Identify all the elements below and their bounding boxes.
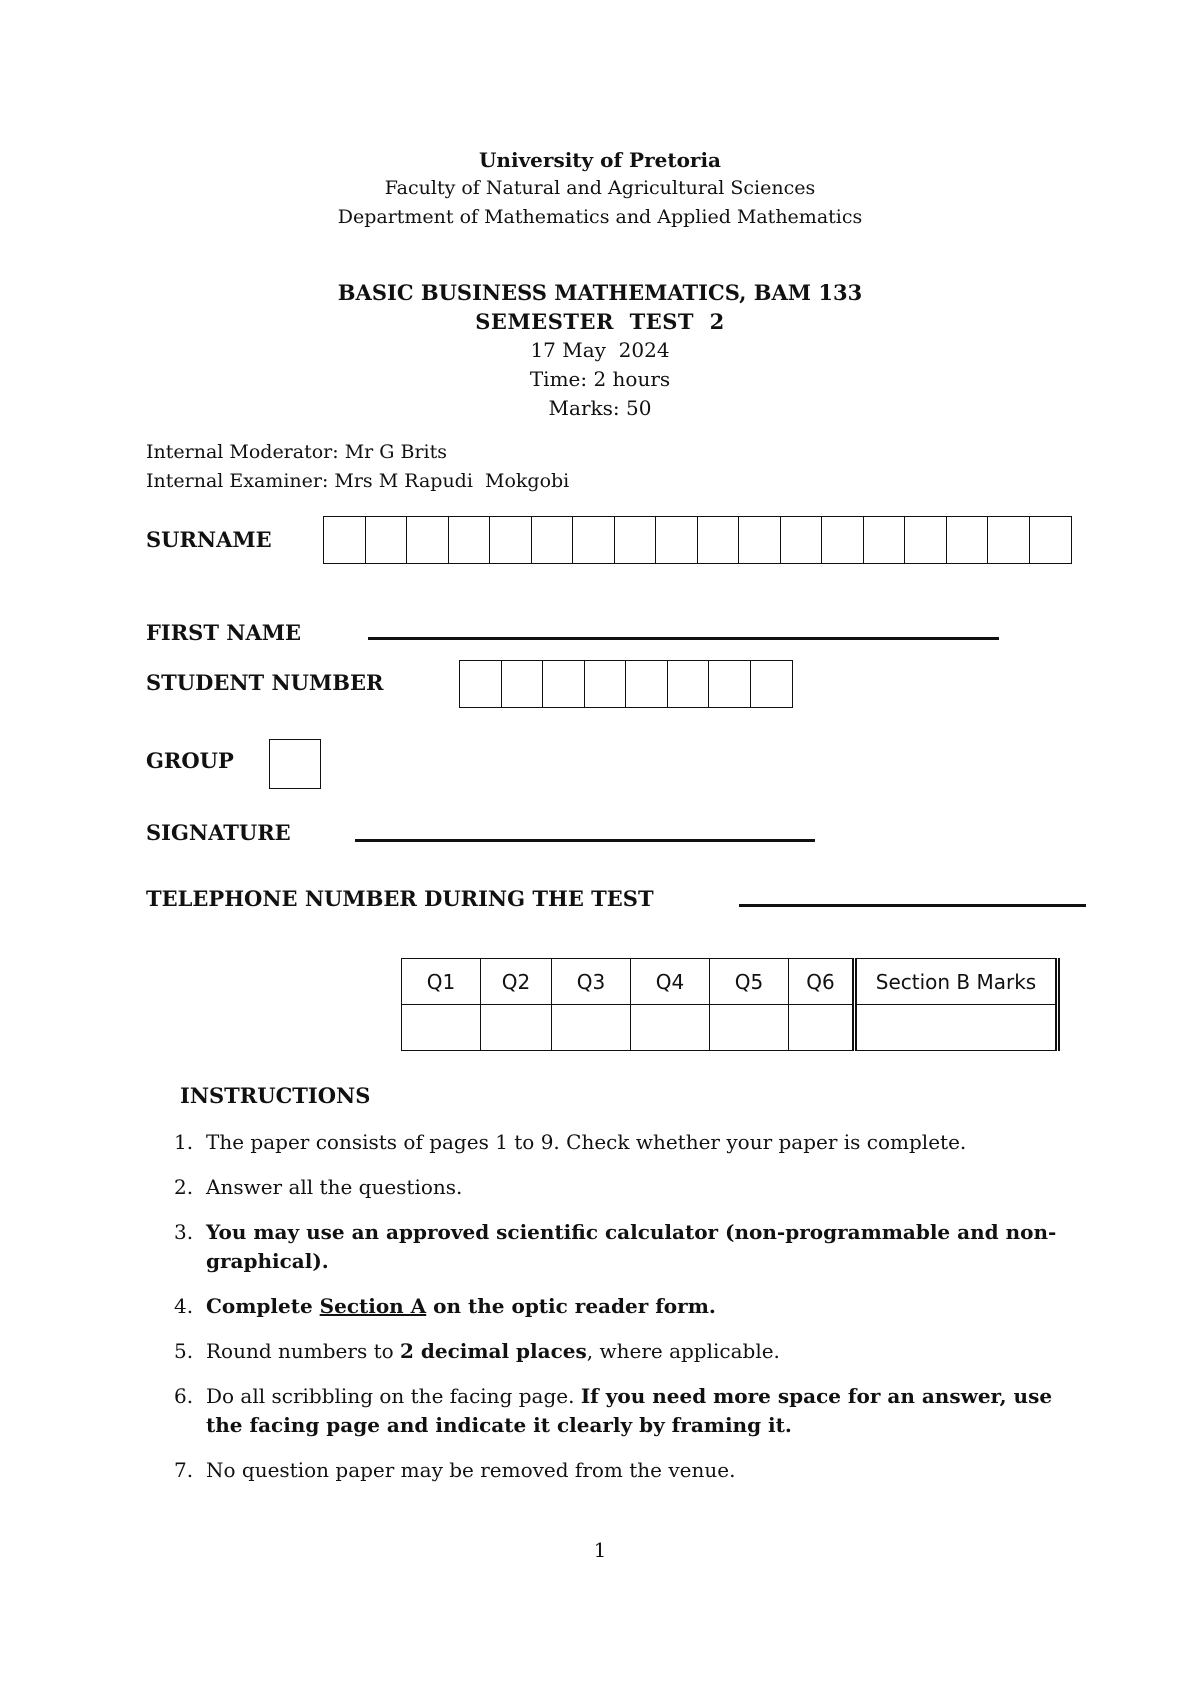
marks-header-q3: Q3	[552, 959, 631, 1005]
marks-header-q4: Q4	[631, 959, 710, 1005]
student-number-digit-box[interactable]	[668, 661, 710, 707]
student-number-digit-box[interactable]	[709, 661, 751, 707]
marks-cell-q2[interactable]	[481, 1005, 552, 1051]
student-number-digit-box[interactable]	[502, 661, 544, 707]
instruction-number: 7.	[174, 1458, 194, 1482]
signature-label: SIGNATURE	[146, 820, 291, 845]
university-name: University of Pretoria	[478, 148, 722, 172]
surname-letter-box[interactable]	[366, 517, 408, 563]
surname-letter-box[interactable]	[532, 517, 574, 563]
surname-input-boxes[interactable]	[323, 516, 1072, 564]
instruction-text	[206, 1384, 1052, 1437]
marks-table-score-row	[402, 1005, 1058, 1051]
surname-letter-box[interactable]	[864, 517, 906, 563]
instruction-number: 6.	[174, 1384, 194, 1408]
student-number-digit-box[interactable]	[626, 661, 668, 707]
surname-letter-box[interactable]	[1030, 517, 1072, 563]
instruction-number: 3.	[174, 1220, 194, 1244]
telephone-line[interactable]	[739, 904, 1086, 907]
instruction-text-bold: 2 decimal places	[400, 1339, 587, 1363]
marks-cell-q6[interactable]	[789, 1005, 855, 1051]
surname-letter-box[interactable]	[698, 517, 740, 563]
marks-header-q1: Q1	[402, 959, 481, 1005]
test-total-marks: Marks: 50	[548, 396, 652, 420]
surname-letter-box[interactable]	[573, 517, 615, 563]
instruction-text-pre: Round numbers to	[206, 1339, 401, 1363]
instruction-text: You may use an approved scientific calculator (non-programmable and non-graphical).	[206, 1220, 1057, 1273]
signature-line[interactable]	[355, 839, 815, 842]
surname-letter-box[interactable]	[656, 517, 698, 563]
instruction-number: 2.	[174, 1175, 194, 1199]
telephone-label: TELEPHONE NUMBER DURING THE TEST	[146, 886, 654, 911]
instruction-number: 1.	[174, 1130, 194, 1154]
internal-moderator: Internal Moderator: Mr G Brits	[146, 441, 447, 463]
instruction-item	[174, 1456, 1074, 1485]
surname-letter-box[interactable]	[822, 517, 864, 563]
instruction-text-underlined: Section A	[319, 1294, 427, 1318]
marks-header-q2: Q2	[481, 959, 552, 1005]
marks-header-q6: Q6	[789, 959, 855, 1005]
marks-cell-q1[interactable]	[402, 1005, 481, 1051]
marks-cell-q3[interactable]	[552, 1005, 631, 1051]
surname-letter-box[interactable]	[739, 517, 781, 563]
instructions-list	[174, 1128, 1074, 1501]
instruction-item	[174, 1128, 1074, 1157]
surname-label: SURNAME	[146, 527, 272, 552]
instruction-text: Answer all the questions.	[206, 1175, 463, 1199]
instruction-number: 5.	[174, 1339, 194, 1363]
course-title: BASIC BUSINESS MATHEMATICS, BAM 133	[337, 280, 863, 305]
marks-cell-section-b[interactable]	[855, 1005, 1058, 1051]
instruction-text	[206, 1339, 780, 1363]
surname-letter-box[interactable]	[324, 517, 366, 563]
instruction-text-bold: If you need more space for an answer, use the facing page and indicate it clearly by framing it.	[206, 1384, 1053, 1437]
internal-examiner: Internal Examiner: Mrs M Rapudi Mokgobi	[146, 470, 570, 492]
student-number-digit-box[interactable]	[460, 661, 502, 707]
faculty-name: Faculty of Natural and Agricultural Sciences	[384, 177, 816, 199]
instruction-item	[174, 1337, 1074, 1366]
page-number: 1	[593, 1538, 607, 1562]
instruction-text-pre: Do all scribbling on the facing page.	[206, 1384, 581, 1408]
instruction-text-post: on the optic reader form.	[426, 1294, 716, 1318]
instruction-text-pre: Complete	[206, 1294, 320, 1318]
test-title: SEMESTER TEST 2	[475, 309, 725, 334]
surname-letter-box[interactable]	[407, 517, 449, 563]
group-label: GROUP	[146, 748, 234, 773]
marks-table-header-row	[402, 959, 1058, 1005]
instruction-item	[174, 1292, 1074, 1321]
marks-table	[401, 958, 1060, 1051]
marks-header-section-b: Section B Marks	[855, 959, 1058, 1005]
marks-cell-q4[interactable]	[631, 1005, 710, 1051]
student-number-digit-box[interactable]	[751, 661, 793, 707]
instruction-text-post: , where applicable.	[586, 1339, 780, 1363]
surname-letter-box[interactable]	[781, 517, 823, 563]
student-number-digit-box[interactable]	[585, 661, 627, 707]
instruction-number: 4.	[174, 1294, 194, 1318]
first-name-line[interactable]	[368, 637, 999, 640]
test-date: 17 May 2024	[530, 338, 670, 362]
group-input-box[interactable]	[269, 739, 321, 789]
test-duration: Time: 2 hours	[529, 367, 671, 391]
instruction-item	[174, 1382, 1074, 1440]
first-name-label: FIRST NAME	[146, 620, 302, 645]
surname-letter-box[interactable]	[490, 517, 532, 563]
instructions-heading: INSTRUCTIONS	[180, 1083, 371, 1108]
instruction-text	[206, 1294, 716, 1318]
student-number-digit-box[interactable]	[543, 661, 585, 707]
instruction-item	[174, 1218, 1074, 1276]
surname-letter-box[interactable]	[615, 517, 657, 563]
instruction-item	[174, 1173, 1074, 1202]
student-number-label: STUDENT NUMBER	[146, 670, 384, 695]
surname-letter-box[interactable]	[947, 517, 989, 563]
surname-letter-box[interactable]	[449, 517, 491, 563]
department-name: Department of Mathematics and Applied Mathematics	[337, 206, 863, 228]
instruction-text: The paper consists of pages 1 to 9. Check whether your paper is complete.	[206, 1130, 967, 1154]
marks-cell-q5[interactable]	[710, 1005, 789, 1051]
surname-letter-box[interactable]	[905, 517, 947, 563]
student-number-input-boxes[interactable]	[459, 660, 793, 708]
marks-header-q5: Q5	[710, 959, 789, 1005]
instruction-text: No question paper may be removed from the venue.	[206, 1458, 736, 1482]
surname-letter-box[interactable]	[988, 517, 1030, 563]
